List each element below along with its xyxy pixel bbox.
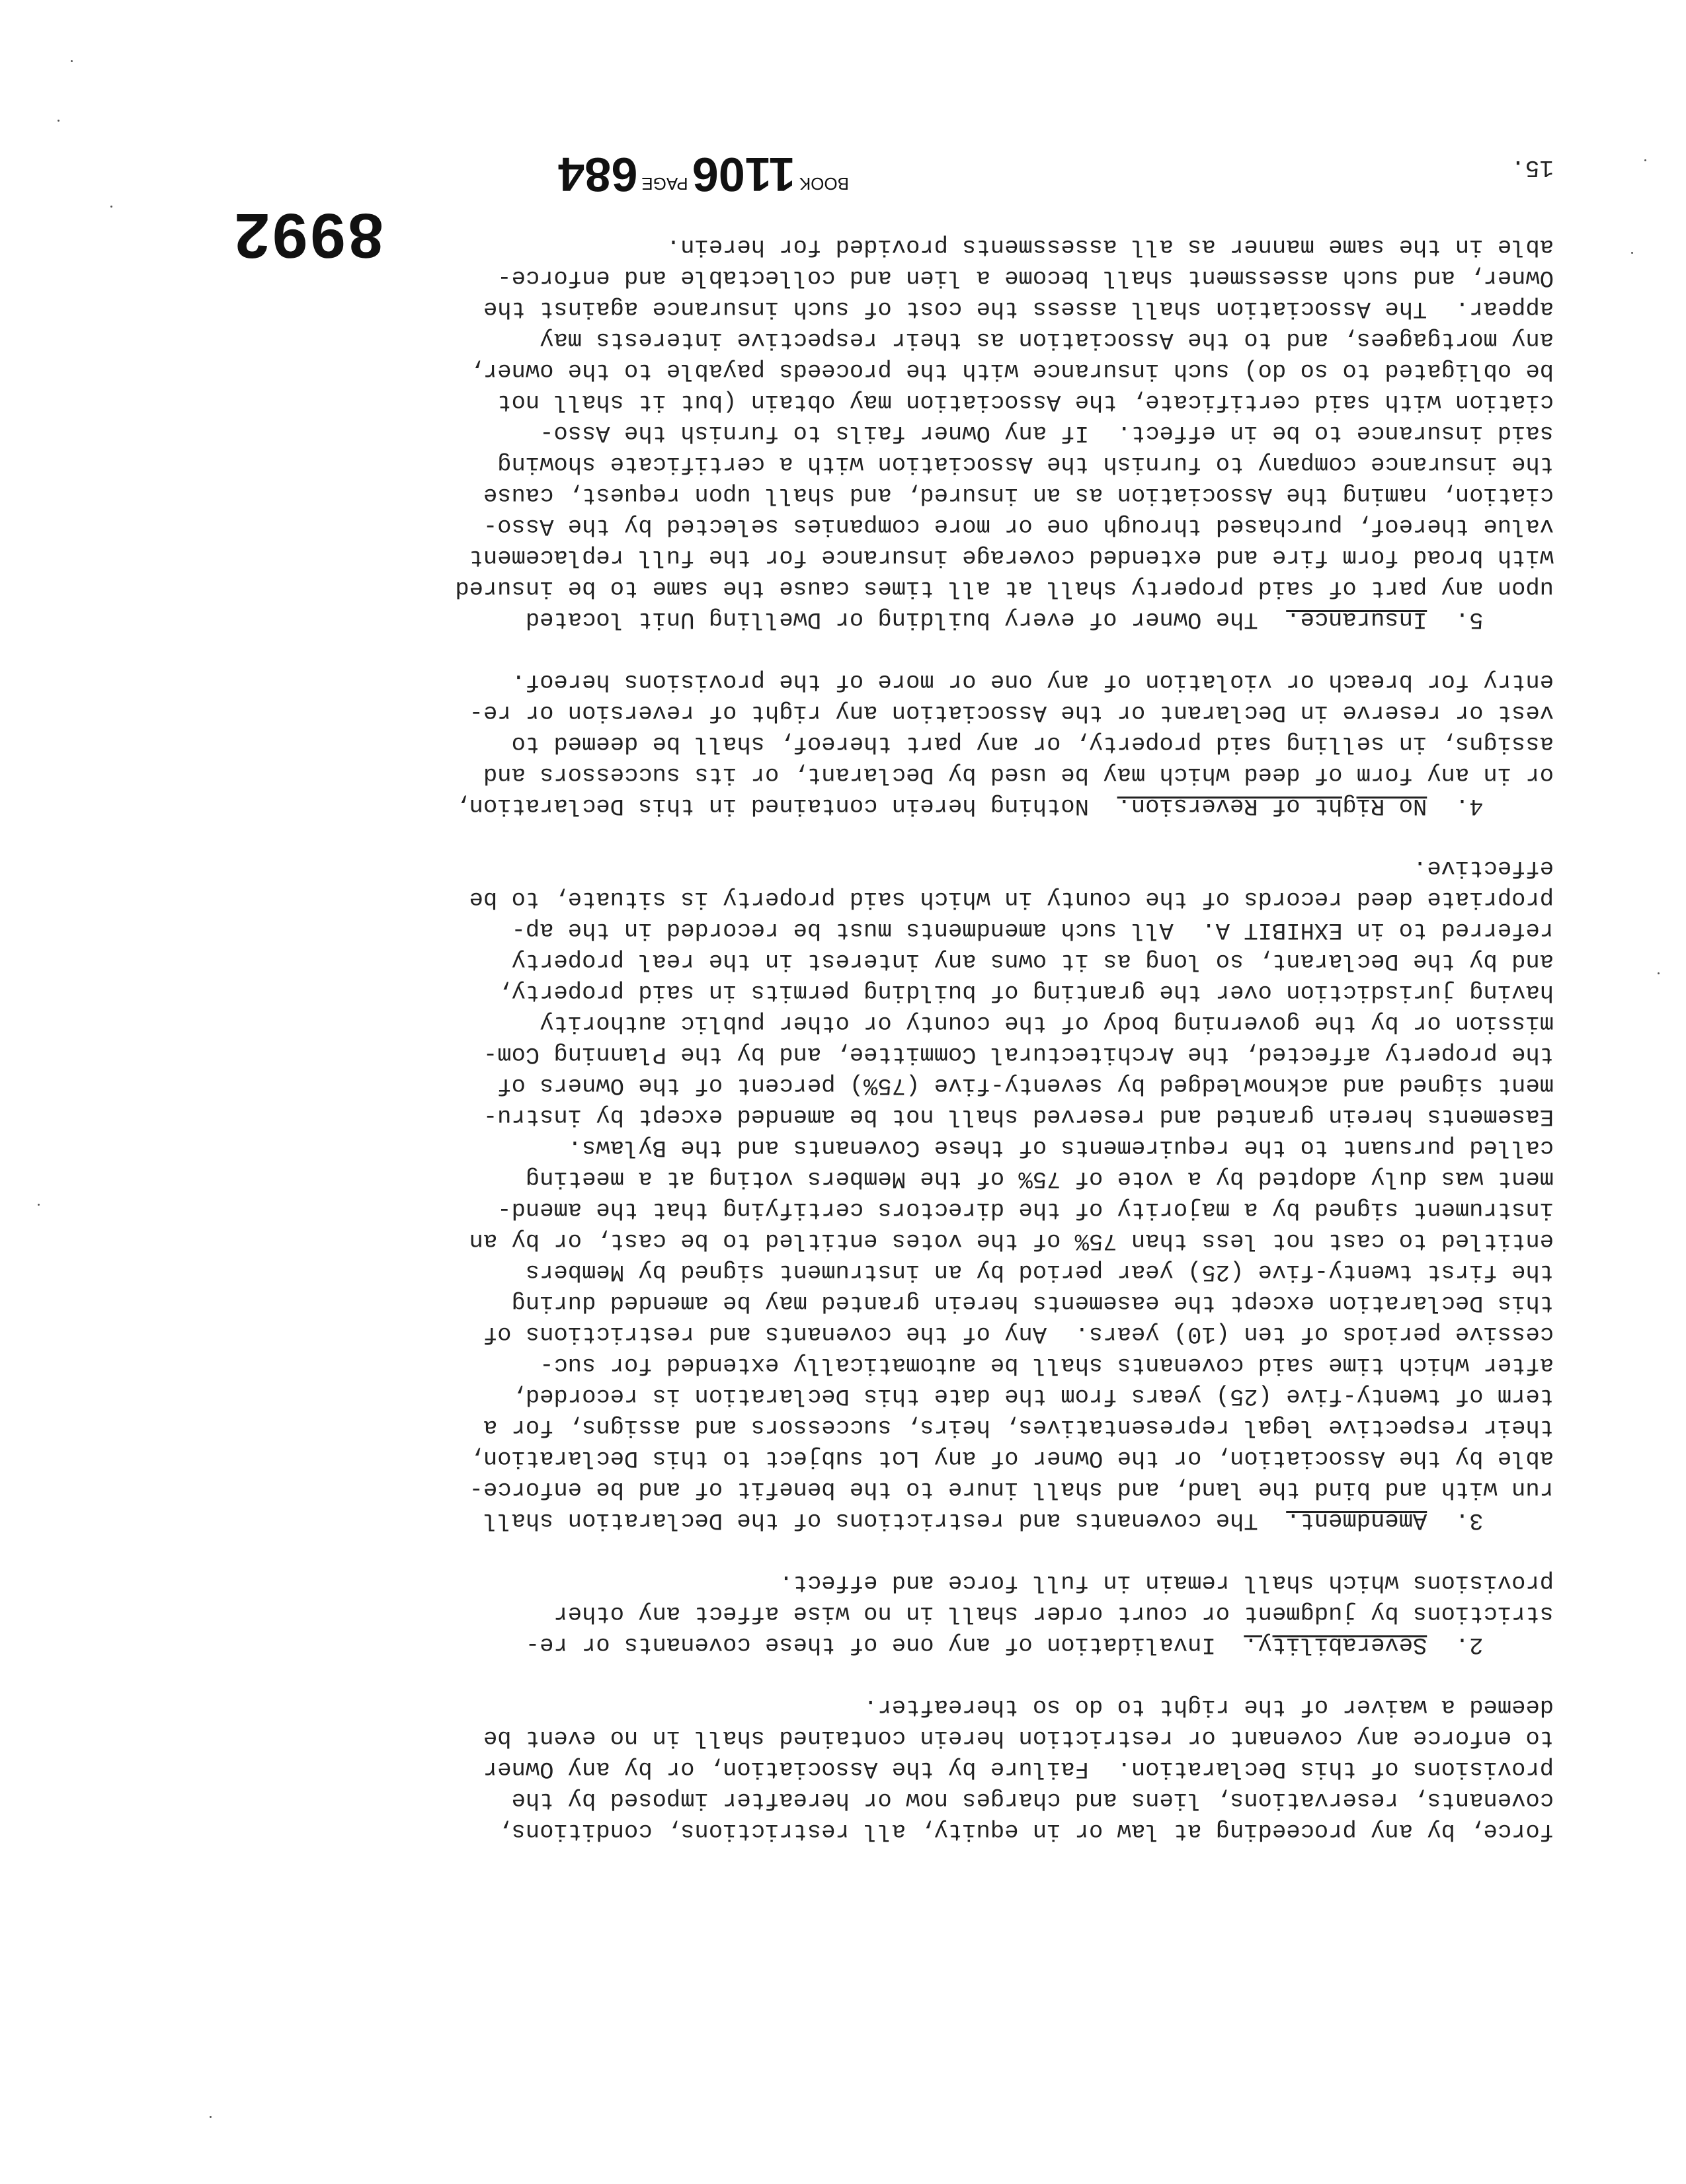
text-line: upon any part of said property shall at all times cause the same to be insured — [455, 575, 1554, 602]
scan-speck — [1644, 159, 1646, 161]
section-amendment — [159, 853, 1554, 1536]
text-line: called pursuant to the requirements of these Covenants and the Bylaws. — [567, 1134, 1554, 1161]
text-line: having jurisdiction over the granting of building permits in said property, — [497, 979, 1554, 1006]
section-first-line — [159, 604, 1554, 635]
text-line: and by the Declarant, so long as it owns any interest in the real property — [511, 948, 1554, 975]
text-line: run with and bind the land, and shall inure to the benefit of and be enforce- — [469, 1476, 1554, 1503]
page-footer — [132, 122, 1554, 201]
text-line: said insurance to be in effect. If any Owner fails to furnish the Asso- — [540, 420, 1554, 447]
text-line: assigns, in selling said property, or any part thereof, shall be deemed to — [511, 730, 1554, 758]
text-line: ment signed and acknowledged by seventy-five (75%) percent of the Owners of — [497, 1072, 1554, 1099]
text-line: cessive periods of ten (10) years. Any of the covenants and restrictions of — [483, 1321, 1554, 1348]
text-line: ciation with said certificate, the Association may obtain (but it shall not — [497, 389, 1554, 416]
section-no-right-of-reversion — [159, 666, 1554, 822]
text-line: to enforce any covenant or restriction herein contained shall in no event be — [483, 1725, 1554, 1752]
text-line: the insurance company to furnish the Association with a certificate showing — [497, 451, 1554, 478]
section-first-line-text: The Owner of every building or Dwelling Unit located — [525, 606, 1287, 633]
section-first-line-text: Nothing herein contained in this Declaration, — [455, 793, 1117, 820]
section-indent — [1483, 1507, 1554, 1534]
text-line: the first twenty-five (25) year period by an instrument signed by Members — [525, 1259, 1554, 1286]
document-body — [159, 231, 1554, 1847]
section-spacer — [1427, 1631, 1455, 1658]
text-line: be obligated to so do) such insurance with the proceeds payable to the owner, — [469, 358, 1554, 385]
section-spacer — [1427, 793, 1455, 820]
text-line: with broad form fire and extended coverage insurance for the full replacement — [469, 544, 1554, 571]
text-line: the property affected, the Architectural Committee, and by the Planning Com- — [483, 1041, 1554, 1068]
text-line: ment was duly adopted by a vote of 75% of the Members voting at a meeting — [525, 1165, 1554, 1192]
section-number: 3. — [1455, 1507, 1484, 1534]
text-line: provisions which shall remain in full force and effect. — [779, 1569, 1554, 1596]
section-first-line — [159, 1629, 1554, 1660]
section-indent — [1483, 606, 1554, 633]
intro-paragraph — [159, 1692, 1554, 1847]
section-spacer — [1427, 1507, 1455, 1534]
section-number: 5. — [1455, 606, 1484, 633]
text-line: force, by any proceeding at law or in equity, all restrictions, conditions, — [497, 1818, 1554, 1845]
text-line: vest or reserve in Declarant or the Association any right of reversion or re- — [469, 699, 1554, 726]
scan-speck — [71, 60, 73, 62]
text-line: referred to in EXHIBIT A. All such amendments must be recorded in the ap- — [511, 917, 1554, 944]
book-label: BOOK — [799, 174, 849, 194]
text-line: any mortgagees, and to the Association as their respective interests may — [540, 327, 1554, 354]
text-line: mission or by the governing body of the county or other public authority — [540, 1010, 1554, 1037]
text-line: covenants, reservations, liens and charges now or hereafter imposed by the — [511, 1787, 1554, 1814]
section-first-line-text: Invalidation of any one of these covenants or re- — [525, 1631, 1244, 1658]
recording-page: 684 — [558, 147, 638, 200]
section-heading: Severability. — [1244, 1631, 1427, 1658]
page-label: PAGE — [641, 174, 688, 194]
scan-speck — [1658, 972, 1660, 974]
text-line: provisions of this Declaration. Failure by the Association, or by any Owner — [483, 1756, 1554, 1783]
text-line: their respective legal representatives, heirs, successors and assigns, for a — [483, 1414, 1554, 1441]
section-heading: No Right of Reversion. — [1117, 793, 1427, 820]
text-line: propriate deed records of the county in which said property is situate, to be — [469, 886, 1554, 913]
text-line: instrument signed by a majority of the directors certifying that the amend- — [497, 1196, 1554, 1224]
text-line: Owner, and such assessment shall become a lien and collectable and enforce- — [497, 264, 1554, 292]
section-severability — [159, 1567, 1554, 1660]
section-first-line — [159, 1505, 1554, 1536]
text-line: strictions by judgment or court order shall in no wise affect any other — [553, 1600, 1554, 1627]
footer-page-number: 15. — [1511, 154, 1554, 181]
text-line: entitled to cast not less than 75% of the votes entitled to be cast, or by an — [469, 1228, 1554, 1255]
text-line: deemed a waiver of the right to do so thereafter. — [863, 1694, 1554, 1721]
recording-book: 1106 — [692, 147, 795, 200]
page-number: 8992 — [231, 200, 383, 271]
paragraph-gap — [159, 1536, 1554, 1567]
scan-speck — [110, 206, 112, 208]
section-spacer — [1427, 606, 1455, 633]
paragraph-gap — [159, 822, 1554, 853]
section-first-line — [159, 791, 1554, 822]
section-first-line-text: The covenants and restrictions of the Declaration shall — [483, 1507, 1287, 1534]
text-line: able in the same manner as all assessments provided for herein. — [666, 233, 1554, 260]
scan-speck — [58, 120, 60, 122]
text-line: entry for breach or violation of any one or more of the provisions hereof. — [511, 668, 1554, 695]
text-line: ciation, naming the Association as an insured, and shall upon request, cause — [483, 482, 1554, 509]
scan-speck — [210, 2116, 212, 2118]
text-line: appear. The Association shall assess the cost of such insurance against the — [483, 295, 1554, 323]
paragraph-gap — [159, 1660, 1554, 1692]
recording-reference — [558, 147, 853, 201]
text-line: effective. — [1412, 855, 1554, 882]
text-line: or in any form of deed which may be used by Declarant, or its successors and — [483, 761, 1554, 789]
section-number: 2. — [1455, 1631, 1484, 1658]
text-line: able by the Association, or the Owner of any Lot subject to this Declaration, — [469, 1445, 1554, 1472]
section-insurance — [159, 231, 1554, 635]
section-number: 4. — [1455, 793, 1484, 820]
section-heading: Amendment. — [1286, 1507, 1427, 1534]
text-line: this Declaration except the easements herein granted may be amended during — [511, 1290, 1554, 1317]
text-line: value thereof, purchased through one or more companies selected by the Asso- — [483, 513, 1554, 540]
section-indent — [1483, 793, 1554, 820]
section-heading: Insurance. — [1286, 606, 1427, 633]
scan-speck — [1631, 252, 1633, 254]
text-line: term of twenty-five (25) years from the date this Declaration is recorded, — [511, 1383, 1554, 1410]
text-line: after which time said covenants shall be automatically extended for suc- — [540, 1352, 1554, 1379]
text-line: Easements herein granted and reserved shall not be amended except by instru- — [483, 1103, 1554, 1130]
paragraph-gap — [159, 635, 1554, 666]
scan-speck — [38, 1204, 40, 1206]
section-indent — [1483, 1631, 1554, 1658]
